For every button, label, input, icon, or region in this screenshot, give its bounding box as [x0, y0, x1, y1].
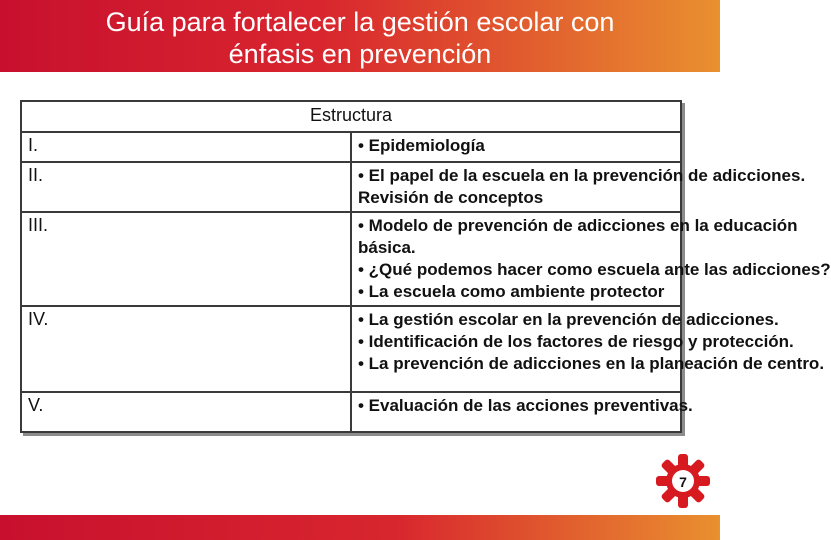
row-numeral: V.: [21, 392, 351, 432]
footer-bar: [0, 515, 720, 540]
table-heading: Estructura: [21, 101, 681, 132]
row-content: [351, 162, 806, 212]
page-title-line-2: énfasis en prevención: [228, 39, 492, 69]
table-row: [21, 392, 681, 432]
row-content: [351, 212, 831, 306]
row-numeral: III.: [21, 212, 351, 306]
table-row: [21, 162, 681, 212]
table-row: [21, 212, 681, 306]
row-line: • Modelo de prevención de adicciones en la educación: [358, 216, 798, 235]
row-content: [351, 132, 681, 162]
row-line: • Epidemiología: [358, 136, 485, 155]
row-line: • Evaluación de las acciones preventivas.: [358, 396, 693, 415]
row-line: • El papel de la escuela en la prevención de adicciones.: [358, 166, 806, 185]
row-content: [351, 306, 825, 392]
row-line: • La gestión escolar en la prevención de adicciones.: [358, 310, 779, 329]
row-line: • ¿Qué podemos hacer como escuela ante las adicciones?: [358, 260, 831, 279]
table-row: [21, 306, 681, 392]
row-line: • La escuela como ambiente protector: [358, 282, 665, 301]
table-row: [21, 132, 681, 162]
page-title: [0, 6, 720, 70]
page-number: 7: [679, 474, 687, 490]
page-title-line-1: Guía para fortalecer la gestión escolar con: [105, 7, 615, 37]
row-numeral: I.: [21, 132, 351, 162]
row-line: • La prevención de adicciones en la planeación de centro.: [358, 354, 825, 373]
structure-table: [20, 100, 831, 433]
row-numeral: II.: [21, 162, 351, 212]
row-line: básica.: [358, 238, 416, 257]
row-numeral: IV.: [21, 306, 351, 392]
row-line: Revisión de conceptos: [358, 188, 544, 207]
row-line: • Identificación de los factores de riesgo y protección.: [358, 332, 794, 351]
row-content: [351, 392, 693, 432]
